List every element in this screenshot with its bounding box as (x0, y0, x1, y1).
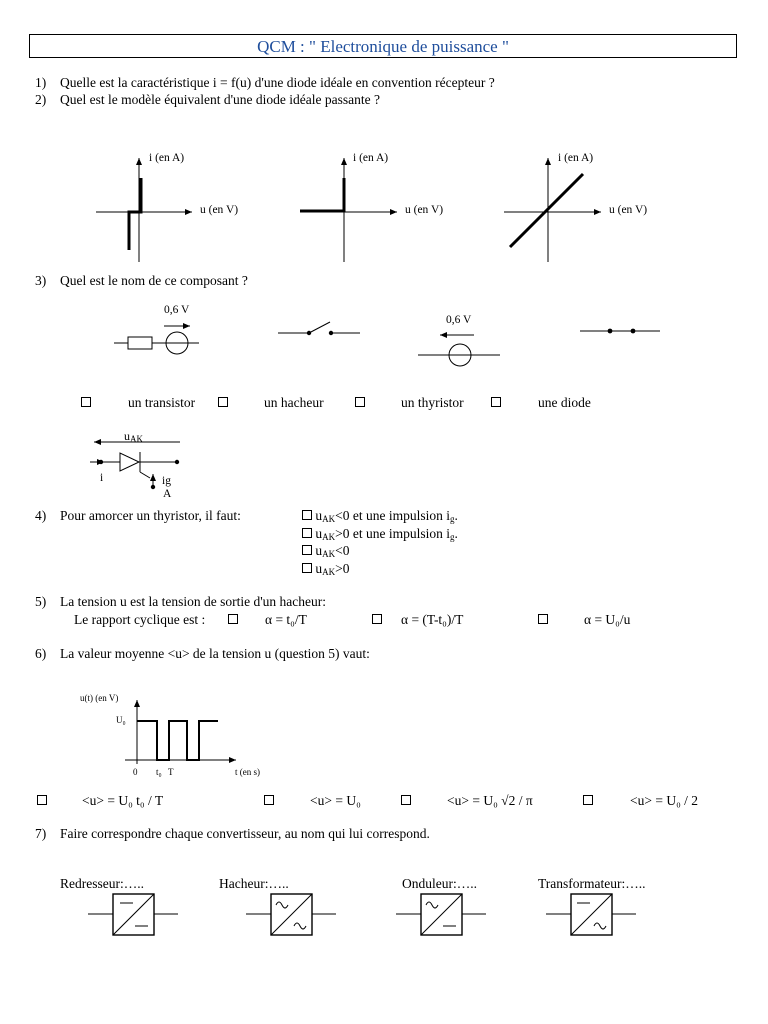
wave-zero: 0 (133, 767, 138, 777)
opt-sub: AK (322, 514, 336, 524)
converter-name-hacheur: Hacheur:….. (219, 876, 289, 891)
converter-block-4 (546, 894, 636, 935)
q6-label-3: <u> = U₀ √2 / π (447, 793, 533, 808)
q2-text: Quel est le modèle équivalent d'une diode idéale passante ? (60, 92, 380, 107)
q2-number: 2) (35, 92, 47, 107)
wave-xlabel: t (en s) (235, 767, 260, 777)
wave-T: T (168, 767, 174, 777)
wave-t0: t₀ (156, 767, 162, 777)
voltage-label-1: 0,6 V (164, 304, 190, 316)
q7-number: 7) (35, 826, 47, 841)
q4-number: 4) (35, 508, 47, 523)
ig-label: ig (162, 475, 171, 487)
q6-number: 6) (35, 646, 47, 661)
q6-label-4: <u> = U₀ / 2 (630, 793, 699, 808)
q5-label-2: α = (T-t₀)/T (401, 612, 464, 627)
graph3-u-label: u (en V) (609, 204, 648, 216)
anode-label: A (163, 488, 172, 500)
opt-end: . (454, 508, 458, 523)
wave-ylabel: u(t) (en V) (80, 693, 119, 703)
converter-block-3 (396, 894, 486, 935)
opt-gsub: g (449, 514, 455, 524)
converter-block-2 (246, 894, 336, 935)
q4-text: Pour amorcer un thyristor, il faut: (60, 508, 241, 523)
opt-rest: >0 (335, 561, 350, 576)
opt-rest: <0 (335, 543, 350, 558)
opt-u: u (315, 526, 323, 541)
opt-end: . (454, 526, 458, 541)
opt-sub: AK (322, 549, 336, 559)
graph2-u-label: u (en V) (405, 204, 444, 216)
opt-sub: AK (322, 532, 336, 542)
q3-label-diode: une diode (538, 395, 591, 410)
q6-label-2: <u> = U₀ (310, 793, 361, 808)
uak-text: u (124, 429, 130, 443)
q5-lead: Le rapport cyclique est : (74, 612, 206, 627)
uak-sub: AK (130, 434, 143, 444)
opt-gsub: g (449, 532, 455, 542)
q3-label-thyristor: un thyristor (401, 395, 464, 410)
page-title: QCM : " Electronique de puissance " (257, 37, 509, 56)
opt-u: u (315, 561, 323, 576)
graph1-u-label: u (en V) (200, 204, 239, 216)
current-i-label: i (100, 472, 104, 484)
q6-label-1: <u> = U₀ t₀ / T (82, 793, 164, 808)
converter-name-onduleur: Onduleur:….. (402, 876, 477, 891)
q1-number: 1) (35, 75, 47, 90)
converter-name-transformateur: Transformateur:….. (538, 876, 646, 891)
q5-number: 5) (35, 594, 47, 609)
q3-number: 3) (35, 273, 47, 288)
converter-block-1 (88, 894, 178, 935)
wave-u0: U₀ (116, 715, 126, 725)
voltage-label-2: 0,6 V (446, 314, 472, 326)
graph3-i-label: i (en A) (558, 152, 594, 164)
opt-rest: >0 et une impulsion i (335, 526, 450, 541)
graph2-i-label: i (en A) (353, 152, 389, 164)
q3-text: Quel est le nom de ce composant ? (60, 273, 248, 288)
q3-label-transistor: un transistor (128, 395, 196, 410)
q7-text: Faire correspondre chaque convertisseur, au nom qui lui correspond. (60, 826, 430, 841)
q6-text: La valeur moyenne <u> de la tension u (question 5) vaut: (60, 646, 370, 661)
q5-text: La tension u est la tension de sortie d'un hacheur: (60, 594, 326, 609)
opt-sub: AK (322, 567, 336, 577)
q1-text: Quelle est la caractéristique i = f(u) d'une diode idéale en convention récepteur ? (60, 75, 495, 90)
opt-u: u (315, 508, 323, 523)
q5-label-3: α = U₀/u (584, 612, 631, 627)
q3-label-hacheur: un hacheur (264, 395, 324, 410)
q5-label-1: α = t₀/T (265, 612, 307, 627)
opt-rest: <0 et une impulsion i (335, 508, 450, 523)
converter-name-redresseur: Redresseur:….. (60, 876, 144, 891)
graph1-i-label: i (en A) (149, 152, 185, 164)
opt-u: u (315, 543, 323, 558)
